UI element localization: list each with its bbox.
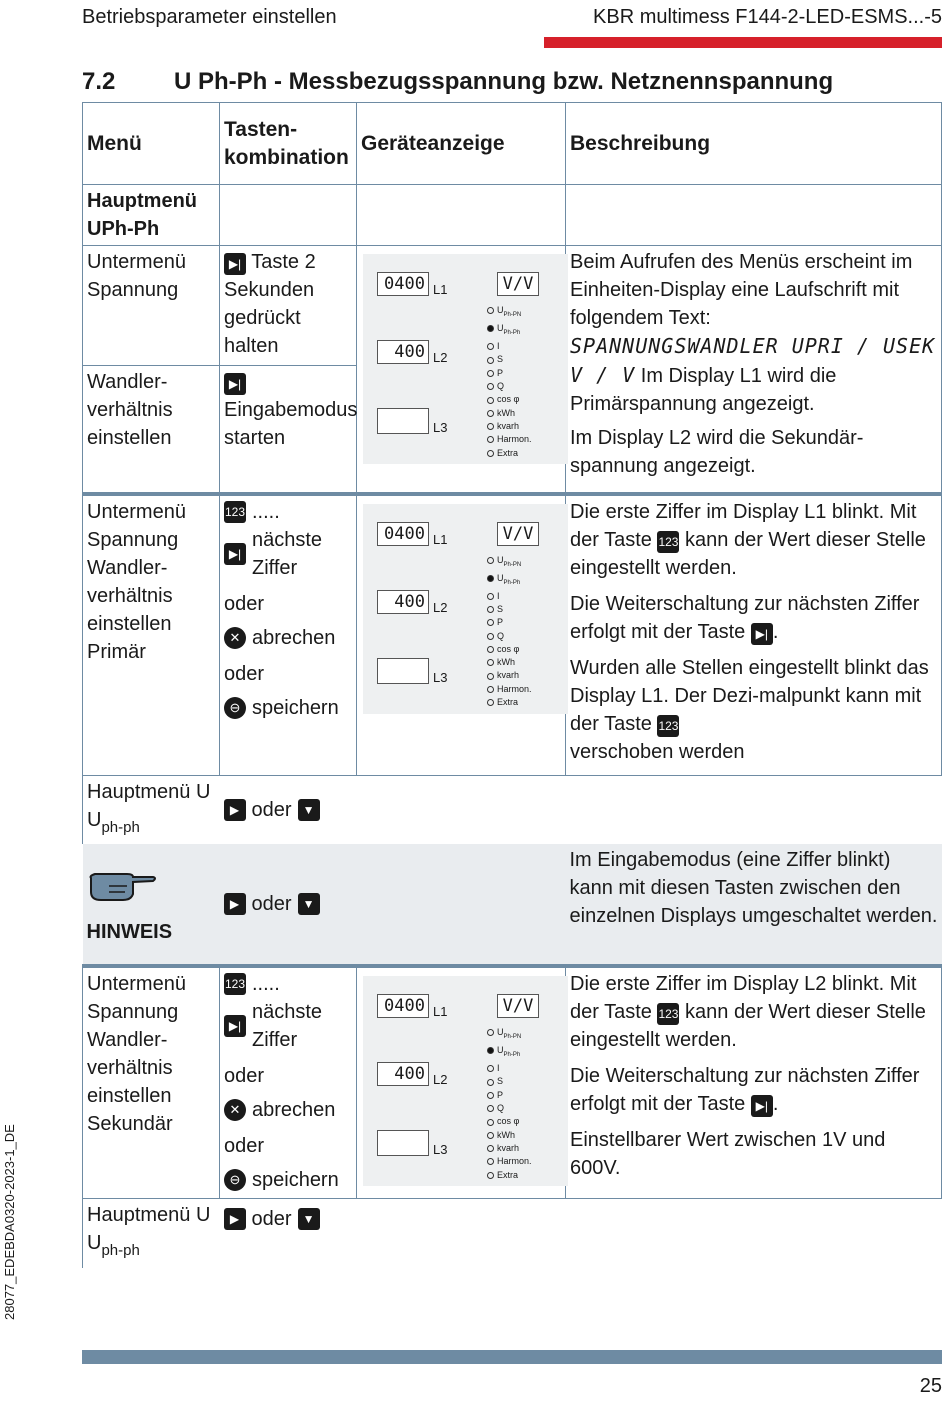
led-label: I (497, 590, 500, 601)
enter-key-icon: ▶| (224, 543, 246, 565)
enter-key-icon: ▶| (751, 1095, 773, 1117)
keys-cell (220, 966, 357, 1198)
header-accent-bar (544, 37, 942, 48)
led-label: S (497, 354, 504, 365)
description-cell (566, 246, 942, 494)
led-label: S (497, 1076, 504, 1087)
save-text: speichern (252, 1169, 339, 1191)
led-subscript: Ph-Ph (503, 579, 521, 586)
table-header-row (83, 103, 942, 185)
save-text: speichern (252, 696, 339, 719)
led-dot-icon (487, 575, 494, 582)
document-id: 28077_EDEBDA0320-2023-1_DE (2, 1124, 17, 1320)
led-label: U (497, 1027, 504, 1037)
label-l1: L1 (433, 1004, 448, 1019)
down-arrow-key-icon: ▼ (298, 799, 320, 821)
led-list (487, 554, 532, 710)
led-item (487, 554, 532, 572)
led-label: Harmon. (497, 434, 532, 445)
device-display (363, 504, 568, 714)
led-item (487, 683, 532, 696)
device-display (363, 254, 568, 464)
led-dot-icon (487, 633, 494, 640)
keys-cell (220, 1198, 357, 1268)
led-dot-icon (487, 557, 494, 564)
led-dot-icon (487, 397, 494, 404)
digit-key-icon: 123 (657, 1003, 679, 1025)
led-item (487, 603, 532, 616)
led-label: I (497, 1063, 500, 1074)
cancel-text: abrechen (252, 626, 336, 649)
desc-text: Beim Aufrufen des Menüs erscheint im Einheiten-Display eine Laufschrift mit folgendem Text: (570, 251, 913, 329)
parameter-table (82, 102, 942, 1268)
led-label: U (497, 572, 504, 583)
hint-label: HINWEIS (86, 921, 173, 943)
led-item (487, 669, 532, 682)
led-item (487, 447, 532, 460)
next-digit-text: nächste Ziffer (252, 528, 323, 579)
led-label: Harmon. (497, 683, 532, 694)
led-item (487, 1044, 532, 1062)
led-label: cos φ (497, 394, 520, 405)
label-l2: L2 (433, 599, 448, 615)
desc-text: . (772, 1093, 779, 1115)
display-cell (357, 494, 566, 776)
led-item (487, 1115, 532, 1128)
keys-cell (220, 844, 357, 966)
led-label: Q (497, 630, 505, 641)
section-number: 7.2 (82, 68, 116, 95)
menu-cell: Wandler-verhältnis einstellen (83, 366, 220, 494)
description-cell (566, 966, 942, 1198)
led-dot-icon (487, 1029, 494, 1036)
led-dot-icon (487, 1105, 494, 1112)
menu-text: Hauptmenü U (87, 781, 211, 803)
label-l2: L2 (433, 1072, 448, 1087)
desc-text: Einstellbarer Wert zwischen 1V und 600V. (570, 1129, 886, 1179)
led-item (487, 1062, 532, 1075)
menu-cell: Hauptmenü U $U_{ph-ph}$ (83, 776, 220, 845)
display-l3 (377, 408, 429, 434)
led-item (487, 304, 532, 322)
led-dot-icon (487, 383, 494, 390)
led-label: P (497, 617, 504, 628)
table-row (83, 966, 942, 1198)
led-label: kvarh (497, 1142, 520, 1153)
label-l3: L3 (433, 420, 448, 435)
desc-text: kann der Wert dieser Stelle eingestellt werden. (570, 528, 926, 579)
display-l2: 400 (377, 590, 429, 614)
header-right: KBR multimess F144-2-LED-ESMS...-5 (593, 6, 942, 28)
desc-text: verschoben werden (570, 740, 745, 763)
led-label: kWh (497, 1129, 515, 1140)
keys-text: Eingabemodus starten (224, 399, 358, 449)
keys-cell (220, 776, 357, 845)
header-keys-1: Tasten- (224, 117, 298, 141)
enter-key-icon: ▶| (751, 623, 773, 645)
led-label: kvarh (497, 670, 520, 681)
led-item (487, 367, 532, 380)
led-dot-icon (487, 593, 494, 600)
label-l1: L1 (433, 531, 448, 547)
desc-text: Die erste Ziffer im Display L2 blinkt. Mit der Taste (570, 973, 917, 1023)
led-label: kWh (497, 657, 515, 668)
right-arrow-key-icon: ▶ (224, 893, 246, 915)
led-item (487, 1026, 532, 1044)
or-text: oder (224, 592, 265, 615)
digit-key-icon: 123 (657, 531, 679, 553)
table-row (83, 1198, 942, 1268)
or-text: oder (251, 1207, 292, 1230)
led-item (487, 433, 532, 446)
led-label: cos φ (497, 643, 520, 654)
led-label: Q (497, 381, 505, 392)
led-item (487, 696, 532, 709)
led-subscript: Ph-Ph (503, 329, 521, 336)
next-digit-text: nächste Ziffer (252, 1001, 323, 1051)
led-label: Q (497, 1103, 505, 1114)
led-label: kWh (497, 407, 515, 418)
save-key-icon: ⊖ (224, 697, 246, 719)
down-arrow-key-icon: ▼ (298, 893, 320, 915)
desc-text: Im Display L2 wird die Sekundär-spannung angezeigt. (570, 427, 864, 477)
keys-cell (220, 494, 357, 776)
menu-cell: Untermenü Spannung (83, 246, 220, 366)
hint-text: Im Eingabemodus (eine Ziffer blinkt) kann mit diesen Tasten zwischen den einzelnen Displays umgeschaltet werden. (566, 844, 942, 966)
header-description: Beschreibung (566, 103, 942, 185)
led-item (487, 380, 532, 393)
display-l2: 400 (377, 340, 429, 364)
keys-text: Taste 2 Sekunden gedrückt halten (224, 251, 316, 357)
header-keys (220, 103, 357, 185)
led-dot-icon (487, 686, 494, 693)
led-list (487, 1026, 532, 1182)
digit-key-icon: 123 (224, 501, 246, 523)
led-label: kvarh (497, 420, 520, 431)
led-item (487, 353, 532, 366)
desc-text: . (772, 620, 779, 643)
led-label: U (497, 1045, 504, 1056)
led-dot-icon (487, 1092, 494, 1099)
led-item (487, 1089, 532, 1102)
header-keys-2: kombination (224, 145, 349, 169)
menu-subscript: ph-ph (101, 819, 140, 836)
led-subscript: Ph-PN (503, 311, 522, 318)
display-unit: V/V (497, 994, 539, 1018)
led-item (487, 340, 532, 353)
header-menu: Menü (83, 103, 220, 185)
label-l3: L3 (433, 1142, 448, 1157)
display-l3 (377, 1130, 429, 1156)
keys-cell (220, 366, 357, 494)
table-row (83, 246, 942, 366)
led-dot-icon (487, 1158, 494, 1165)
keys-cell (220, 246, 357, 366)
led-label: P (497, 367, 504, 378)
right-arrow-key-icon: ▶ (224, 1208, 246, 1230)
led-dot-icon (487, 423, 494, 430)
hint-label-cell (83, 844, 220, 966)
led-label: U (497, 554, 504, 565)
led-item (487, 643, 532, 656)
led-item (487, 1155, 532, 1168)
led-dot-icon (487, 1145, 494, 1152)
table-row (83, 776, 942, 845)
display-unit: V/V (497, 272, 539, 296)
display-l3 (377, 658, 429, 684)
menu-cell: Untermenü Spannung Wandler-verhältnis einstellen Sekundär (83, 966, 220, 1198)
cancel-key-icon: ✕ (224, 627, 246, 649)
enter-key-icon: ▶| (224, 373, 246, 395)
led-label: Harmon. (497, 1156, 532, 1167)
desc-text: Im Display L1 wird die Primärspannung angezeigt. (570, 365, 837, 415)
led-dot-icon (487, 1047, 494, 1054)
label-l3: L3 (433, 669, 448, 685)
led-label: P (497, 1089, 504, 1100)
running-text: SPANNUNGSWANDLER UPRI / USEK V / V (570, 334, 936, 387)
led-label: S (497, 603, 504, 614)
led-item (487, 420, 532, 433)
led-dot-icon (487, 307, 494, 314)
display-unit: V/V (497, 522, 539, 546)
led-item (487, 1075, 532, 1088)
display-l1: 0400 (377, 994, 429, 1018)
led-item (487, 1169, 532, 1182)
or-text: oder (251, 893, 292, 915)
led-label: Extra (497, 447, 519, 458)
led-dot-icon (487, 619, 494, 626)
section-heading: U Ph-Ph - Messbezugsspannung bzw. Netznennspannung (174, 68, 834, 95)
hint-row (83, 844, 942, 966)
led-item (487, 393, 532, 406)
cancel-key-icon: ✕ (224, 1099, 246, 1121)
enter-key-icon: ▶| (224, 253, 246, 275)
display-cell (357, 966, 566, 1198)
display-l2: 400 (377, 1062, 429, 1086)
led-label: cos φ (497, 1116, 520, 1127)
label-l1: L1 (433, 282, 448, 297)
page-number: 25 (919, 1375, 942, 1397)
led-dot-icon (487, 646, 494, 653)
footer-bar (82, 1350, 942, 1364)
led-label: I (497, 341, 500, 352)
section-title (82, 68, 833, 96)
desc-text: Die Weiterschaltung zur nächsten Ziffer erfolgt mit der Taste (570, 1065, 920, 1115)
menu-cell: Hauptmenü U $U_{ph-ph}$ (83, 1198, 220, 1268)
led-dot-icon (487, 606, 494, 613)
enter-key-icon: ▶| (224, 1015, 246, 1037)
led-subscript: Ph-Ph (503, 1051, 521, 1058)
led-dot-icon (487, 699, 494, 706)
device-display (363, 976, 568, 1186)
led-item (487, 322, 532, 340)
led-list (487, 304, 532, 460)
dots: ..... (252, 500, 280, 523)
led-item (487, 1129, 532, 1142)
led-dot-icon (487, 1132, 494, 1139)
led-dot-icon (487, 436, 494, 443)
led-dot-icon (487, 450, 494, 457)
or-text: oder (224, 1135, 265, 1157)
header-left: Betriebsparameter einstellen (82, 6, 337, 28)
pointing-hand-icon (87, 868, 157, 904)
table-row (83, 185, 942, 246)
led-item (487, 630, 532, 643)
led-dot-icon (487, 1079, 494, 1086)
led-item (487, 1102, 532, 1115)
desc-text: Die erste Ziffer im Display L1 blinkt. Mit der Taste (570, 500, 917, 551)
led-label: U (497, 323, 504, 334)
led-dot-icon (487, 370, 494, 377)
led-dot-icon (487, 343, 494, 350)
led-item (487, 1142, 532, 1155)
label-l2: L2 (433, 350, 448, 365)
led-dot-icon (487, 325, 494, 332)
desc-text: Die Weiterschaltung zur nächsten Ziffer erfolgt mit der Taste (570, 592, 920, 643)
led-dot-icon (487, 410, 494, 417)
description-cell (566, 494, 942, 776)
led-label: Extra (497, 697, 519, 708)
led-subscript: Ph-PN (503, 561, 522, 568)
right-arrow-key-icon: ▶ (224, 799, 246, 821)
cancel-text: abrechen (252, 1099, 336, 1121)
led-item (487, 616, 532, 629)
menu-subscript: ph-ph (101, 1241, 140, 1259)
dots: ..... (252, 973, 280, 995)
display-cell (357, 246, 566, 494)
desc-text: Wurden alle Stellen eingestellt blinkt das Display L1. Der Dezi-malpunkt kann mit der Taste (570, 656, 929, 735)
led-subscript: Ph-PN (503, 1033, 522, 1040)
led-dot-icon (487, 659, 494, 666)
led-dot-icon (487, 1119, 494, 1126)
led-dot-icon (487, 1172, 494, 1179)
led-label: Extra (497, 1169, 519, 1180)
led-item (487, 590, 532, 603)
or-text: oder (251, 799, 292, 821)
led-dot-icon (487, 1065, 494, 1072)
table-row (83, 494, 942, 776)
desc-text: kann der Wert dieser Stelle eingestellt werden. (570, 1001, 926, 1051)
display-l1: 0400 (377, 272, 429, 296)
digit-key-icon: 123 (224, 973, 246, 995)
led-item (487, 572, 532, 590)
down-arrow-key-icon: ▼ (298, 1208, 320, 1230)
led-dot-icon (487, 673, 494, 680)
led-dot-icon (487, 357, 494, 364)
led-label: U (497, 305, 504, 315)
header-display: Geräteanzeige (357, 103, 566, 185)
menu-text: Hauptmenü U (87, 1203, 211, 1226)
led-item (487, 656, 532, 669)
digit-key-icon: 123 (657, 715, 679, 737)
led-item (487, 407, 532, 420)
save-key-icon: ⊖ (224, 1169, 246, 1191)
menu-cell: Untermenü Spannung Wandler-verhältnis einstellen Primär (83, 494, 220, 776)
display-l1: 0400 (377, 522, 429, 546)
or-text: oder (224, 662, 265, 685)
menu-cell: Hauptmenü UPh-Ph (83, 185, 220, 246)
or-text: oder (224, 1065, 265, 1087)
